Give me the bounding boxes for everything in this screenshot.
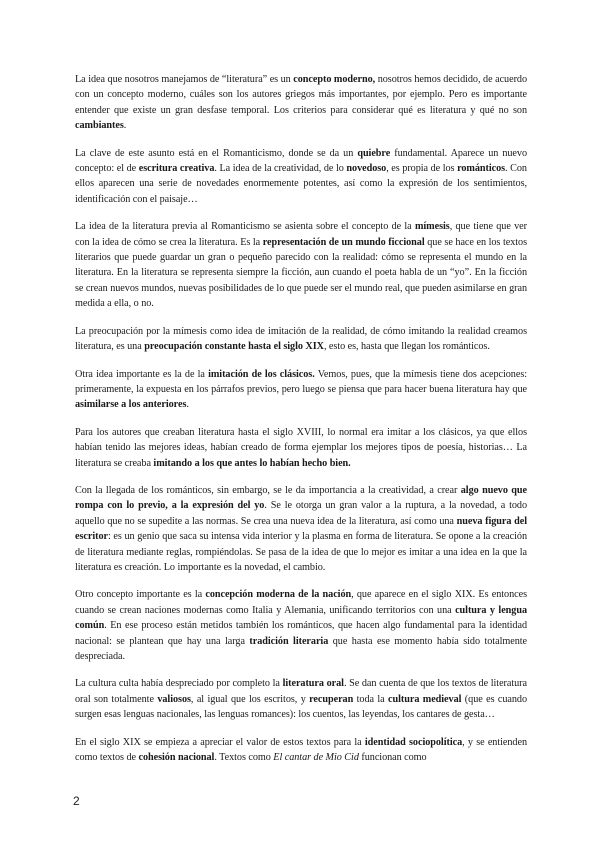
- text-run: , y se entienden como textos de: [75, 736, 527, 764]
- paragraph-2: [75, 146, 527, 208]
- text-run: , al igual que los escritos, y: [190, 693, 310, 705]
- bold-term: valiosos: [157, 693, 191, 705]
- text-run: . Con ellos aparecen una serie de novedades enormemente potentes, así como la expresión de los sentimientos, identificación con el paisaje…: [75, 163, 527, 205]
- text-run: que hasta ese momento había sido totalmente despreciada.: [75, 635, 527, 662]
- text-run: toda la: [353, 693, 389, 705]
- page-number: 2: [73, 794, 80, 808]
- bold-term: recuperan: [309, 693, 354, 705]
- text-run: . En ese proceso están metidos también los románticos, que hacen algo fundamental para la identidad nacional: se plantean que hay una larga: [75, 620, 527, 647]
- bold-term: imitando a los que antes lo habían hecho bien.: [153, 457, 351, 469]
- text-run: .: [123, 120, 127, 132]
- text-run: fundamental. Aparece un nuevo concepto: el de: [75, 147, 527, 175]
- bold-term: asimilarse a los anteriores: [75, 399, 187, 411]
- bold-term: románticos: [457, 163, 506, 175]
- bold-term: cohesión nacional: [138, 752, 215, 764]
- text-run: .: [186, 399, 189, 411]
- text-run: La preocupación por la mímesis como idea de imitación de la realidad, de cómo imitando la realidad creamos literatura, es una: [75, 325, 527, 353]
- bold-term: cultura y lengua común: [75, 604, 527, 632]
- bold-term: representación de un mundo ficcional: [262, 236, 425, 248]
- document-body: [75, 72, 527, 777]
- text-run: (que es cuando surgen esas lenguas nacionales, las lenguas romances): los cuentos, las leyendas, los cantares de gesta…: [75, 693, 528, 721]
- bold-term: concepto moderno,: [293, 74, 376, 85]
- bold-term: tradición literaria: [249, 635, 329, 647]
- paragraph-6: [75, 425, 527, 471]
- text-run: . La idea de la creatividad, de lo: [214, 163, 347, 175]
- text-run: Para los autores que creaban literatura hasta el siglo XVIII, lo normal era imitar a los clásicos, ya que ellos habían tenido las mejores ideas, habían creado de forma ejemplar los mejores tipos de poesía, historias… La literatura se creaba: [75, 426, 527, 469]
- bold-term: algo nuevo que rompa con lo previo, a la expresión del yo: [75, 484, 527, 512]
- bold-term: cultura medieval: [388, 693, 462, 705]
- bold-term: quiebre: [357, 147, 391, 159]
- paragraph-8: [75, 587, 527, 664]
- text-run: nosotros hemos decidido, de acuerdo con un concepto moderno, cuáles son los autores griegos más importantes, por ejemplo. Pero es importante entender que existe un gran desfase temporal. Los criterios para considerar qué es literatura y qué no son: [75, 74, 527, 116]
- paragraph-4: [75, 324, 527, 355]
- bold-term: preocupación constante hasta el siglo XIX: [144, 341, 324, 353]
- paragraph-5: [75, 367, 527, 413]
- bold-term: novedoso: [346, 163, 387, 175]
- text-run: La idea que nosotros manejamos de “literatura” es un: [75, 74, 294, 85]
- text-run: Otro concepto importante es la: [75, 589, 206, 601]
- paragraph-10: [75, 735, 527, 766]
- text-run: , que aparece en el siglo XIX. Es entonces cuando se crean naciones modernas como Italia y Alemania, unificando territorios con una: [75, 589, 527, 616]
- text-run: , que tiene que ver con la idea de cómo se crea la literatura. Es la: [75, 221, 527, 248]
- text-run: La clave de este asunto está en el Romanticismo, donde se da un: [75, 147, 358, 159]
- paragraph-7: [75, 483, 527, 575]
- bold-term: concepción moderna de la nación: [205, 589, 352, 601]
- paragraph-1: [75, 72, 527, 134]
- bold-term: escritura creativa: [138, 163, 215, 175]
- text-run: Vemos, pues, que la mímesis tiene dos acepciones: primeramente, la expuesta en los párrafos previos, pero luego se piensa que para hacer buena literatura hay que: [75, 368, 528, 395]
- paragraph-9: [75, 676, 527, 722]
- bold-term: nueva figura del escritor: [75, 515, 528, 543]
- italic-title: El cantar de Mio Cid: [273, 752, 359, 764]
- text-run: , es propia de los: [386, 163, 458, 175]
- text-run: Otra idea importante es la de la: [75, 368, 209, 380]
- bold-term: identidad sociopolítica: [364, 736, 463, 748]
- text-run: que se hace en los textos literarios que puede guardar un gran o pequeño parecido con la realidad: cómo se representa el mundo en la literatura. En la literatura se representa siempre la ficción, aun cuando el poeta habla de un “yo”. En la ficción se crean nuevos mundos, nuevas posibilidades de lo que puede ser el mundo real, que pueden asimilarse en gran medida a ella, o no.: [75, 236, 527, 310]
- bold-term: mímesis: [414, 221, 450, 233]
- text-run: , esto es, hasta que llegan los románticos.: [323, 341, 490, 353]
- text-run: La idea de la literatura previa al Romanticismo se asienta sobre el concepto de la: [75, 221, 415, 233]
- text-run: La cultura culta había despreciado por completo la: [75, 678, 283, 690]
- bold-term: cambiantes: [75, 120, 124, 132]
- bold-term: imitación de los clásicos.: [208, 368, 315, 380]
- text-run: . Textos como: [214, 752, 274, 764]
- paragraph-3: [75, 219, 527, 311]
- text-run: funcionan como: [358, 752, 427, 764]
- text-run: . Se le otorga un gran valor a la ruptura, a la novedad, a todo aquello que no se supedite a las normas. Se crea una nueva idea de la literatura, así como una: [75, 500, 527, 527]
- text-run: Con la llegada de los románticos, sin embargo, se le da importancia a la creatividad, a crear: [75, 484, 461, 496]
- text-run: : es un genio que saca su intensa vida interior y la plasma en forma de literatura. Se opone a la creación de literatura mediante reglas, rompiéndolas. Se pasa de la idea de que lo mejor es imitar a una idea en la que la literatura es creación. Lo importante es la novedad, el cambio.: [75, 531, 527, 573]
- text-run: En el siglo XIX se empieza a apreciar el valor de estos textos para la: [75, 736, 365, 748]
- text-run: . Se dan cuenta de que los textos de literatura oral son totalmente: [75, 678, 527, 705]
- bold-term: literatura oral: [282, 678, 344, 690]
